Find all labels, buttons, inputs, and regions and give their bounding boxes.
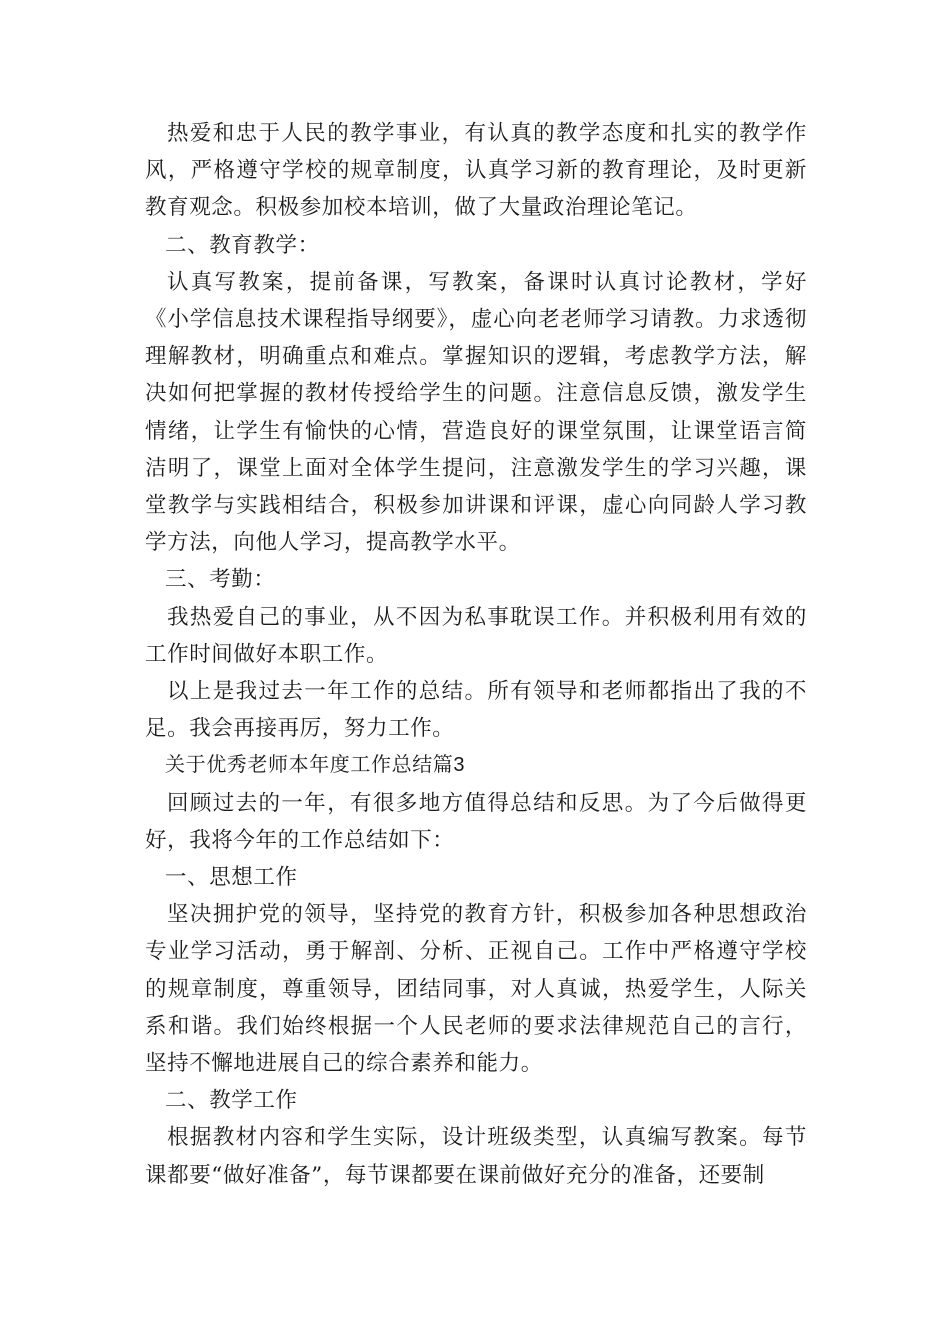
paragraph-attendance: 我热爱自己的事业，从不因为私事耽误工作。并积极利用有效的工作时间做好本职工作。 [145,604,807,667]
paragraph-teaching-work: 根据教材内容和学生实际，设计班级类型，认真编写教案。每节课都要“做好准备”，每节课都要在课前做好充分的准备，还要制 [145,1125,807,1188]
paragraph-review-intro: 回顾过去的一年，有很多地方值得总结和反思。为了今后做得更好，我将今年的工作总结如下： [145,790,807,853]
paragraph-lesson-preparation: 认真写教案，提前备课，写教案，备课时认真讨论教材，学好《小学信息技术课程指导纲要》，虚心向老老师学习请教。力求透彻理解教材，明确重点和难点。掌握知识的逻辑，考虑教学方法，解决如何把掌握的教材传授给学生的问题。注意信息反馈，激发学生情绪，让学生有愉快的心情，营造良好的课堂氛围，让课堂语言简洁明了，课堂上面对全体学生提问，注意激发学生的学习兴趣，课堂教学与实践相结合，积极参加讲课和评课，虚心向同龄人学习教学方法，向他人学习，提高教学水平。 [145,269,807,556]
paragraph-ideology: 坚决拥护党的领导，坚持党的教育方针，积极参加各种思想政治专业学习活动，勇于解剖、分析、正视自己。工作中严格遵守学校的规章制度，尊重领导，团结同事，对人真诚，热爱学生，人际关系和谐。我们始终根据一个人民老师的要求法律规范自己的言行，坚持不懈地进展自己的综合素养和能力。 [145,902,807,1077]
section-heading-ideology: 一、思想工作 [165,865,298,891]
paragraph-attitude: 热爱和忠于人民的教学事业，有认真的教学态度和扎实的教学作风，严格遵守学校的规章制度，认真学习新的教育理论，及时更新教育观念。积极参加校本培训，做了大量政治理论笔记。 [145,121,807,221]
section-heading-teaching-work: 二、教学工作 [165,1088,298,1114]
paragraph-conclusion: 以上是我过去一年工作的总结。所有领导和老师都指出了我的不足。我会再接再厉，努力工作。 [145,679,807,742]
section-heading-education-teaching: 二、教育教学： [165,232,320,258]
document-body [145,115,807,1194]
article-title: 关于优秀老师本年度工作总结篇3 [165,754,466,777]
section-heading-attendance: 三、考勤： [165,567,276,593]
